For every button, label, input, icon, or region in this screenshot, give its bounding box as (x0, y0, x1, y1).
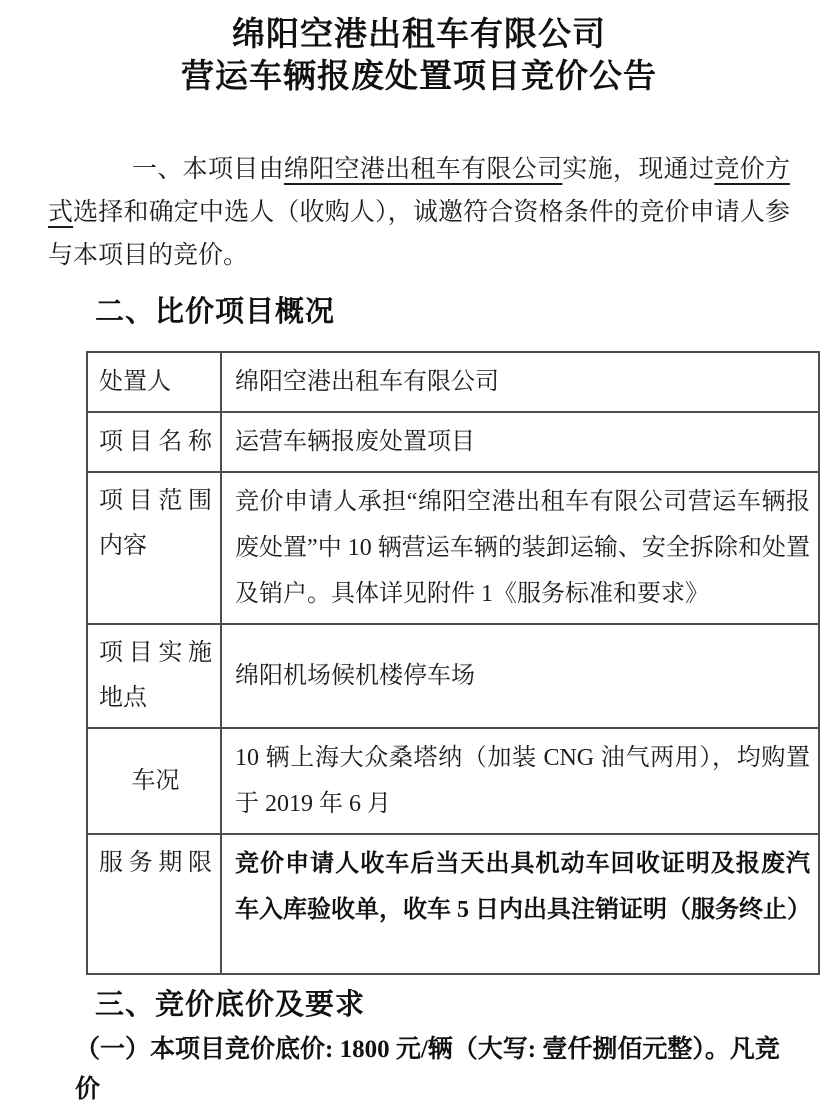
intro-segment: 实施，现通过 (562, 156, 715, 183)
document-title (48, 14, 790, 98)
row-label-text: 内容 (99, 533, 147, 559)
row-label-text: 项目实施 (99, 640, 212, 666)
row-label-vehicle-condition (88, 729, 222, 833)
table-row-vehicle-condition (88, 729, 818, 835)
table-row-project-scope (88, 473, 818, 625)
row-value-vehicle-condition: 10 辆上海大众桑塔纳（加装 CNG 油气两用），均购置于 2019 年 6 月 (235, 745, 810, 817)
project-overview-table (86, 351, 820, 975)
section-heading-price: 三、竞价底价及要求 (95, 989, 366, 1021)
intro-paragraph (48, 148, 790, 277)
row-label-text: 项目名称 (99, 428, 212, 455)
row-label-text: 地点 (99, 685, 147, 711)
section-heading-overview: 二、比价项目概况 (95, 296, 336, 328)
intro-segment: 一、本项目由 (132, 156, 284, 183)
row-value-project-scope: 竞价申请人承担“绵阳空港出租车有限公司营运车辆报废处置”中 10 辆营运车辆的装卸运输、安全拆除和处置及销户。具体详见附件 1《服务标准和要求》 (235, 489, 810, 607)
row-label-text: 服务期限 (99, 850, 212, 876)
row-label-service-period (88, 835, 222, 973)
row-label-project-scope (88, 473, 222, 623)
intro-segment-underlined-company: 绵阳空港出租车有限公司 (283, 156, 563, 183)
title-line-2: 营运车辆报废处置项目竞价公告 (181, 59, 657, 95)
table-row-project-name (88, 413, 818, 473)
row-value-project-location: 绵阳机场候机楼停车场 (235, 663, 475, 689)
intro-segment-underlined-method: 竞价方式 (48, 156, 790, 226)
title-line-1: 绵阳空港出租车有限公司 (232, 17, 606, 53)
row-label-text: 车况 (131, 767, 180, 794)
row-value-disposer: 绵阳空港出租车有限公司 (235, 369, 499, 395)
row-value-project-name: 运营车辆报废处置项目 (235, 429, 475, 455)
table-row-service-period (88, 835, 818, 973)
table-row-project-location (88, 625, 818, 729)
row-label-text: 处置人 (99, 368, 171, 395)
row-label-text: 项目范围 (99, 488, 212, 514)
intro-segment: 选择和确定中选人（收购人），诚邀符合资格条件的竞价申请人参与本项目的竞价。 (48, 199, 790, 269)
table-row-disposer (88, 353, 818, 413)
row-value-service-period: 竞价申请人收车后当天出具机动车回收证明及报废汽车入库验收单，收车 5 日内出具注销证明（服务终止） (235, 851, 811, 923)
price-floor-line: （一）本项目竞价底价: 1800 元/辆（大写: 壹仟捌佰元整）。凡竞价 (75, 1036, 780, 1103)
row-label-project-location (88, 625, 222, 727)
row-label-disposer (88, 353, 222, 411)
row-label-project-name (88, 413, 222, 471)
